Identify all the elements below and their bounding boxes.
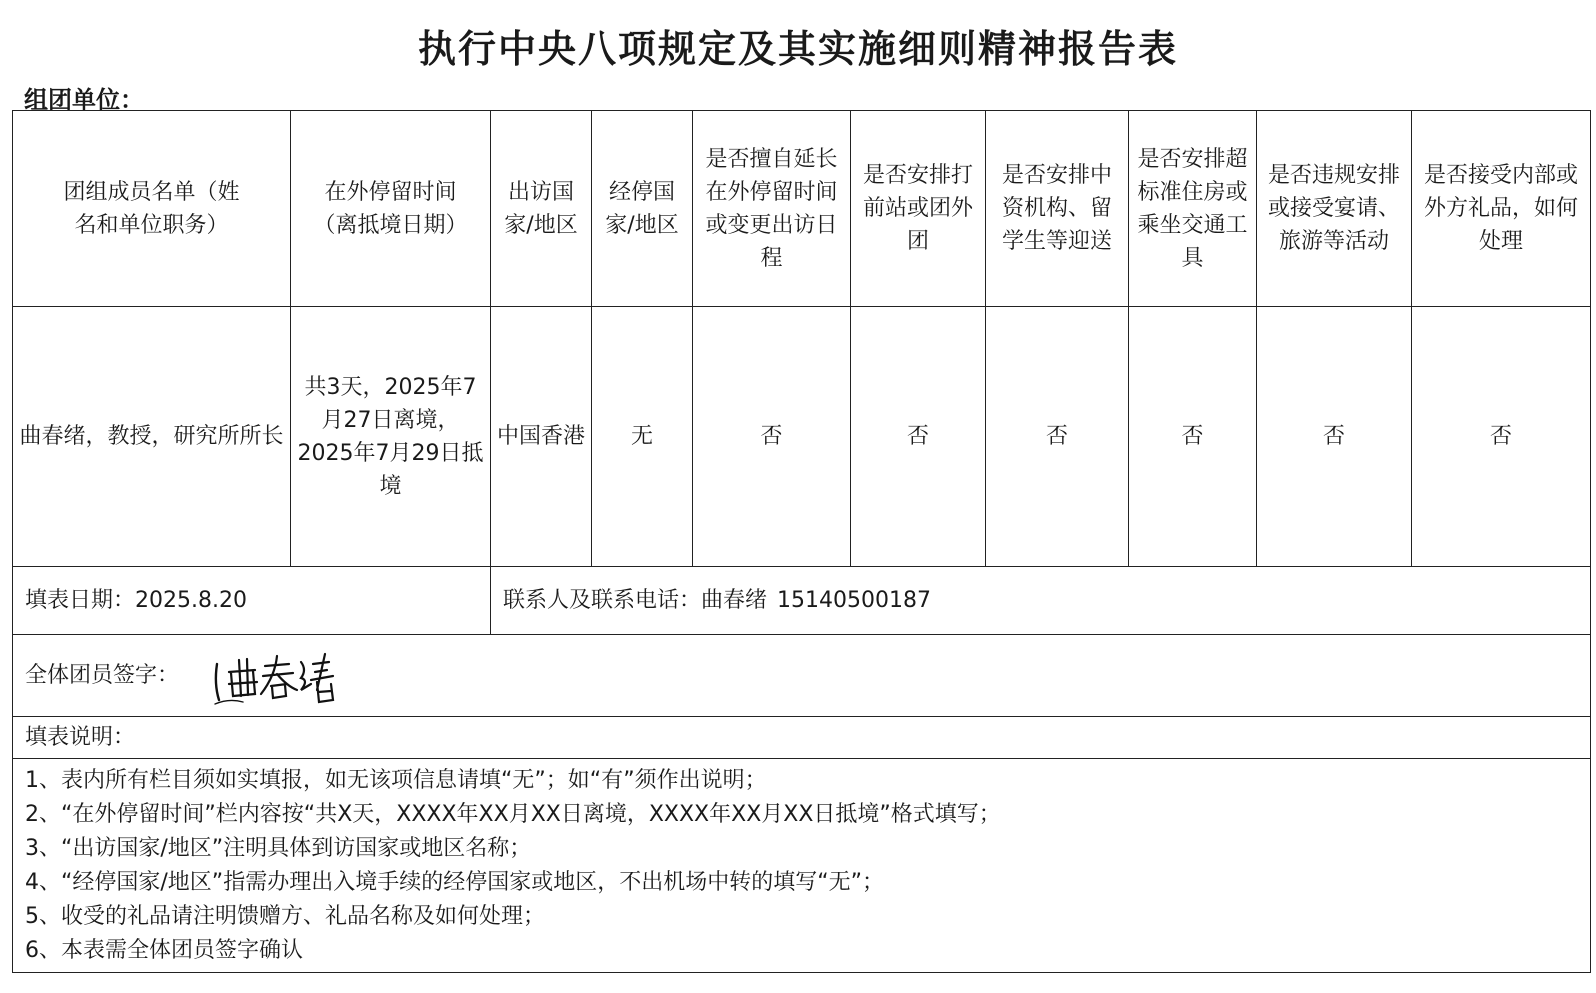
header-advance-team: 是否安排打前站或团外团 xyxy=(851,111,986,307)
contact-label: 联系人及联系电话： xyxy=(503,588,702,613)
notes-title: 填表说明： xyxy=(13,717,1591,759)
notes-title-row xyxy=(13,717,1591,759)
signature-label: 全体团员签字： xyxy=(25,663,180,688)
cell-extend-stay[interactable]: 否 xyxy=(693,307,851,567)
cell-housing-transport[interactable]: 否 xyxy=(1129,307,1257,567)
form-title: 执行中央八项规定及其实施细则精神报告表 xyxy=(417,27,1178,71)
note-item: 3、“出访国家/地区”注明具体到访国家或地区名称； xyxy=(25,835,532,861)
note-item: 1、表内所有栏目须如实填报，如无该项信息请填“无”；如“有”须作出说明； xyxy=(25,767,767,793)
notes-row xyxy=(13,759,1591,973)
header-members: 团组成员名单（姓名和单位职务） xyxy=(13,111,291,307)
contact-name: 曲春绪 xyxy=(701,588,768,613)
header-gifts: 是否接受内部或外方礼品，如何处理 xyxy=(1412,111,1591,307)
report-table xyxy=(12,110,1591,973)
cell-gifts[interactable]: 否 xyxy=(1412,307,1591,567)
note-item: 5、收受的礼品请注明馈赠方、礼品名称及如何处理； xyxy=(25,903,545,929)
contact-cell[interactable] xyxy=(491,567,1591,635)
cell-visit-country[interactable]: 中国香港 xyxy=(491,307,592,567)
header-transit-country: 经停国家/地区 xyxy=(592,111,693,307)
note-item: 6、本表需全体团员签字确认 xyxy=(25,937,303,963)
header-stay-time: 在外停留时间（离抵境日期） xyxy=(291,111,491,307)
cell-banquet-tour[interactable]: 否 xyxy=(1257,307,1412,567)
cell-advance-team[interactable]: 否 xyxy=(851,307,986,567)
header-greeting: 是否安排中资机构、留学生等迎送 xyxy=(986,111,1129,307)
notes-cell xyxy=(13,759,1591,973)
note-item: 2、“在外停留时间”栏内容按“共X天，XXXX年XX月XX日离境，XXXX年XX月XX日抵境”格式填写； xyxy=(25,801,1001,827)
organizing-unit-label: 组团单位： xyxy=(24,86,144,114)
header-visit-country: 出访国家/地区 xyxy=(491,111,592,307)
signature-cell[interactable] xyxy=(13,635,1591,717)
header-housing-transport: 是否安排超标准住房或乘坐交通工具 xyxy=(1129,111,1257,307)
handwritten-signature xyxy=(209,646,359,706)
cell-members[interactable]: 曲春绪，教授，研究所所长 xyxy=(13,307,291,567)
fill-date-label: 填表日期： xyxy=(25,588,136,613)
cell-greeting[interactable]: 否 xyxy=(986,307,1129,567)
cell-transit-country[interactable]: 无 xyxy=(592,307,693,567)
cell-stay-time[interactable]: 共3天，2025年7月27日离境，2025年7月29日抵境 xyxy=(291,307,491,567)
note-item: 4、“经停国家/地区”指需办理出入境手续的经停国家或地区，不出机场中转的填写“无”； xyxy=(25,869,885,895)
header-extend-stay: 是否擅自延长在外停留时间或变更出访日程 xyxy=(693,111,851,307)
fill-date-value: 2025.8.20 xyxy=(135,588,247,613)
contact-phone: 15140500187 xyxy=(777,588,931,613)
data-row xyxy=(13,307,1591,567)
date-contact-row xyxy=(13,567,1591,635)
signature-row xyxy=(13,635,1591,717)
fill-date-cell[interactable] xyxy=(13,567,491,635)
header-row xyxy=(13,111,1591,307)
header-banquet-tour: 是否违规安排或接受宴请、旅游等活动 xyxy=(1257,111,1412,307)
